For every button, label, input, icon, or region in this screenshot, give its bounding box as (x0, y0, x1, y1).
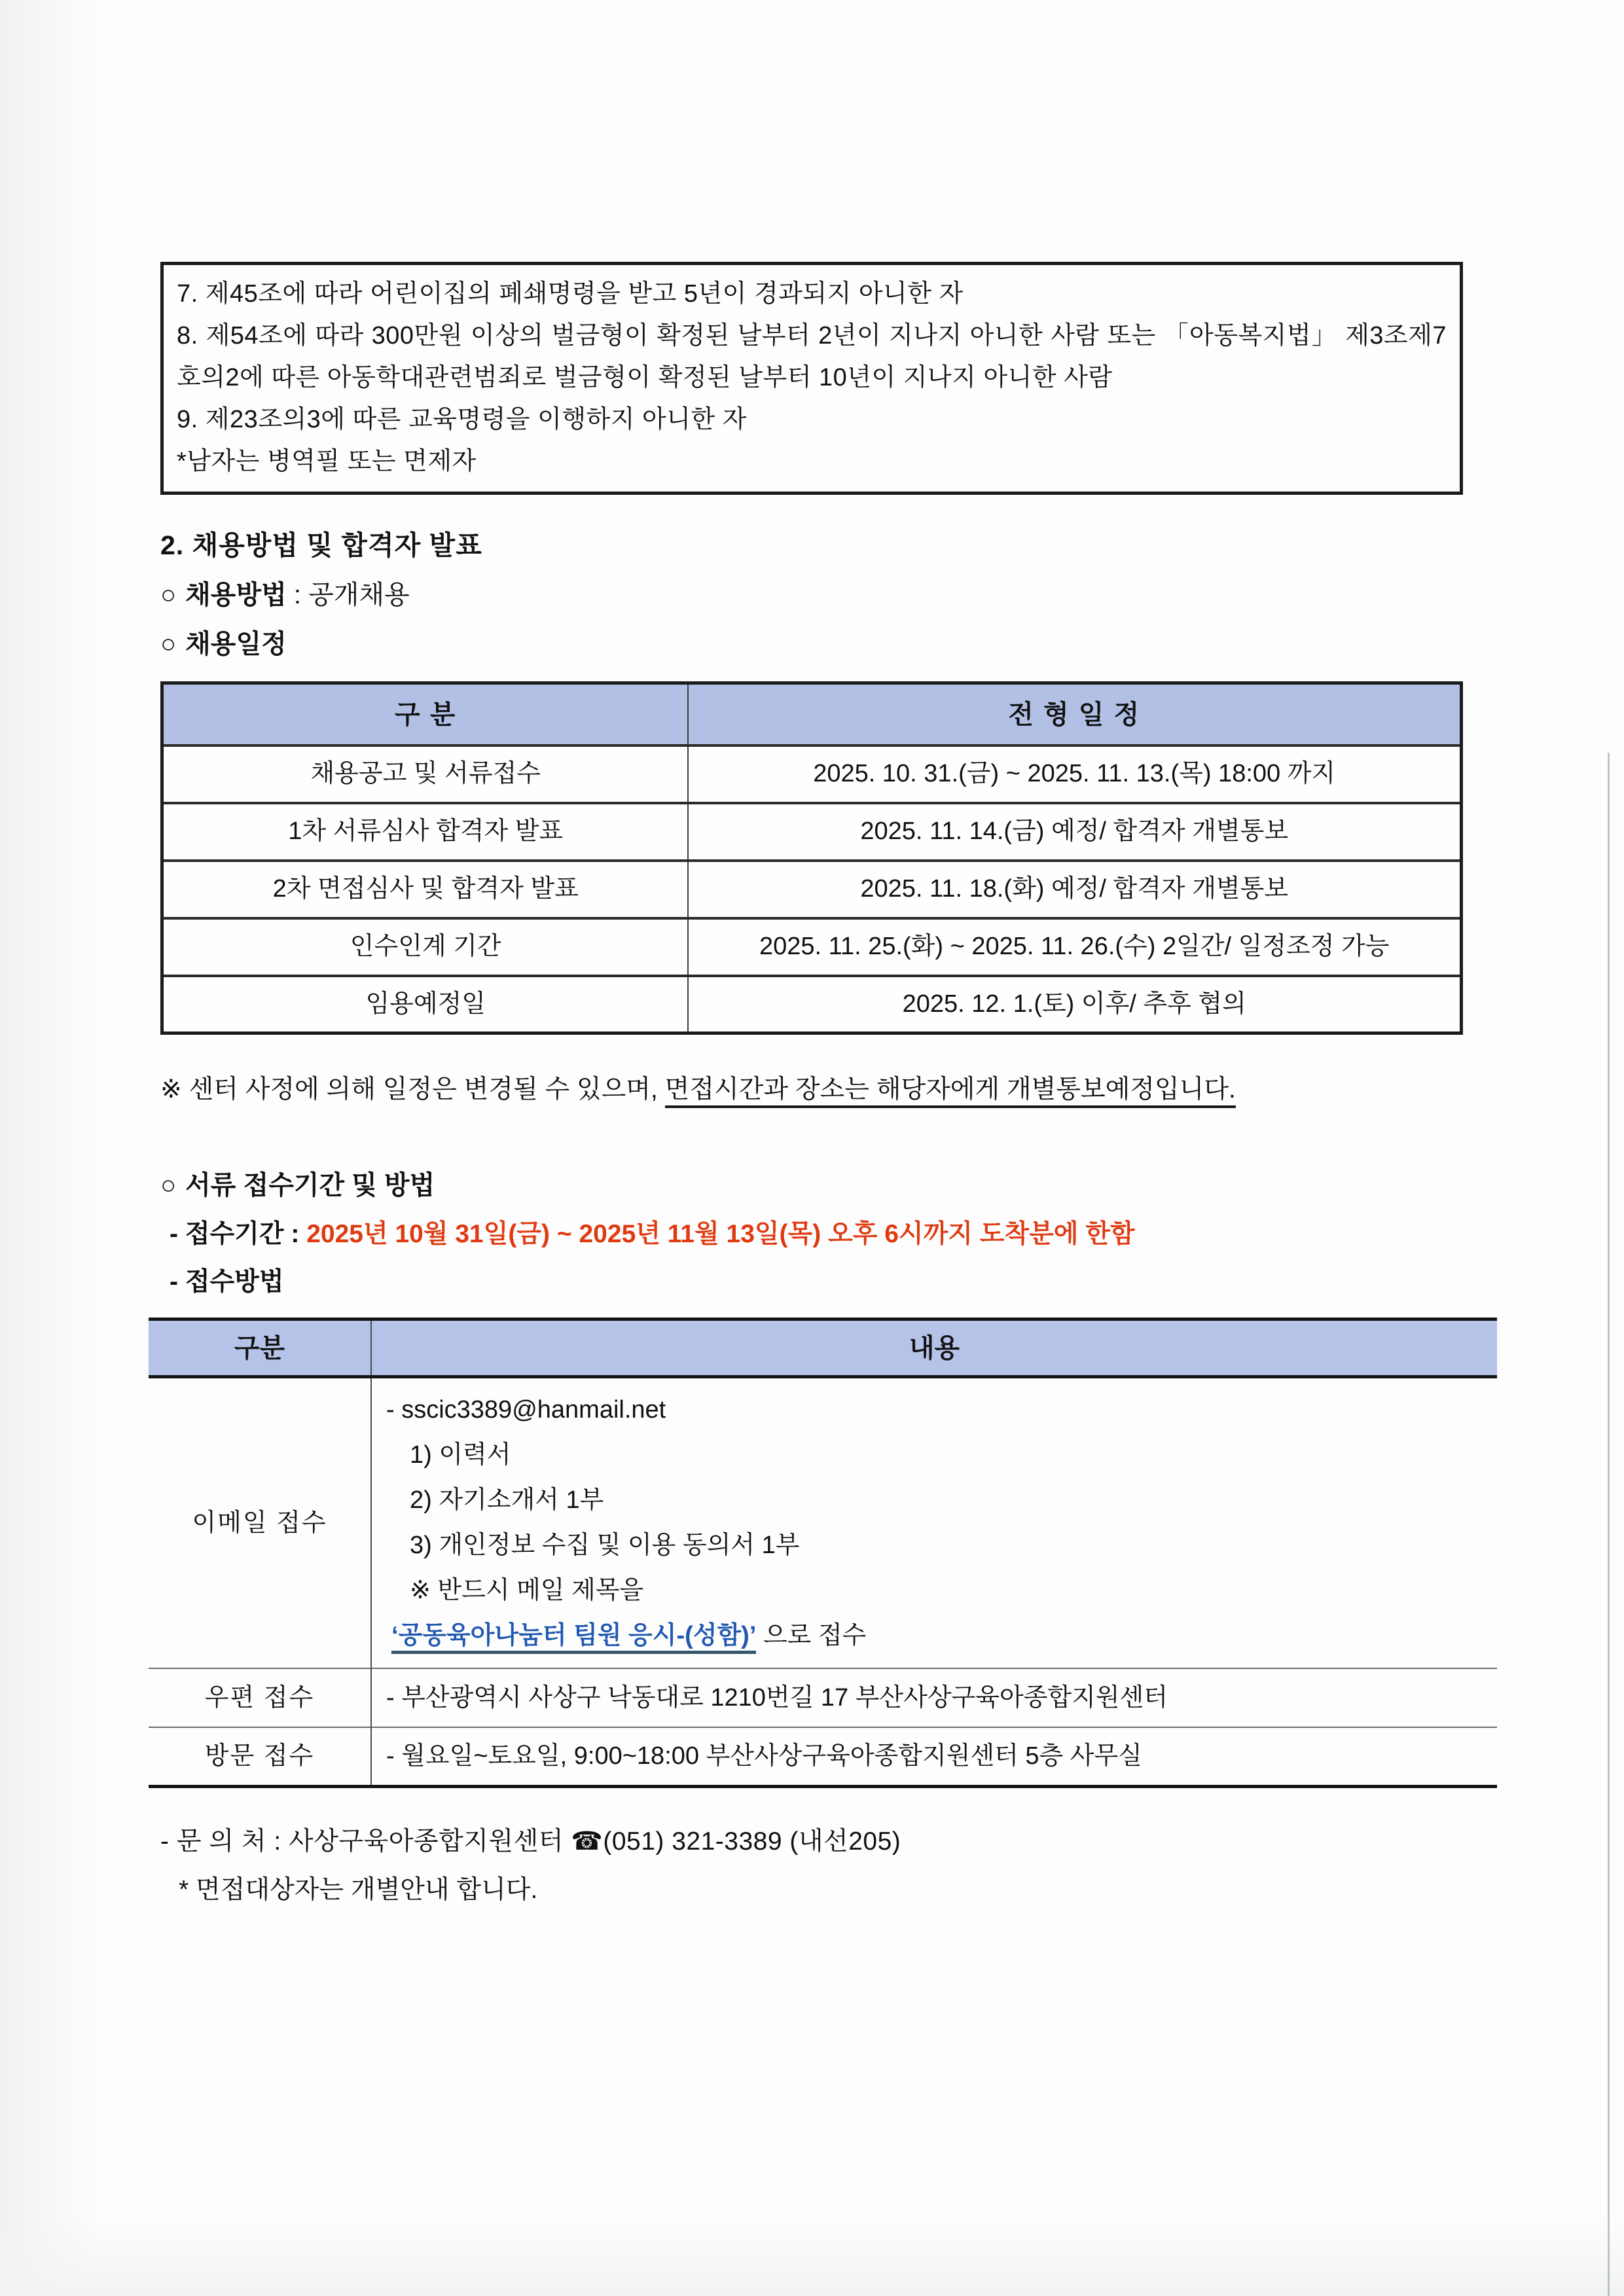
schedule-change-note (160, 1073, 1463, 1107)
schedule-note-prefix: ※ 센터 사정에 의해 일정은 변경될 수 있으며, (160, 1075, 665, 1104)
table-row-visit (149, 1727, 1497, 1786)
schedule-category-cell: 채용공고 및 서류접수 (162, 745, 689, 803)
schedule-date-cell: 2025. 11. 25.(화) ~ 2025. 11. 26.(수) 2일간/ 일정조정 가능 (688, 918, 1461, 976)
notice-line: 8. 제54조에 따라 300만원 이상의 벌금형이 확정된 날부터 2년이 지나지 아니한 사람 또는 「아동복지법」 제3조제7호의2에 따른 아동학대관련범죄로 벌금형이 확정된 날부터 10년이 지나지 아니한 사람 (177, 322, 1447, 391)
notice-line: 9. 제23조의3에 따른 교육명령을 이행하지 아니한 자 (177, 406, 747, 433)
email-subject-line (386, 1613, 1490, 1659)
schedule-table-header-category: 구 분 (162, 683, 689, 745)
table-header-row (149, 1319, 1497, 1377)
schedule-table-header-dates: 전 형 일 정 (688, 683, 1461, 745)
notice-line: *남자는 병역필 또는 면제자 (177, 448, 477, 475)
schedule-category-cell: 임용예정일 (162, 976, 689, 1033)
methods-table-header-content: 내용 (371, 1319, 1497, 1377)
schedule-category-cell: 2차 면접심사 및 합격자 발표 (162, 861, 689, 918)
table-header-row (162, 683, 1462, 745)
interview-notice-line: * 면접대상자는 개별안내 합니다. (179, 1876, 538, 1905)
submission-period-label: - 접수기간 : (170, 1219, 307, 1248)
scan-shadow-left (0, 0, 98, 2296)
email-doc-item: 2) 자기소개서 1부 (410, 1486, 604, 1515)
section-heading-recruitment-method: 2. 채용방법 및 합격자 발표 (160, 530, 482, 560)
recruitment-method-line (160, 577, 1463, 613)
email-address: - sscic3389@hanmail.net (386, 1396, 666, 1424)
schedule-category-cell: 인수인계 기간 (162, 918, 689, 976)
circle-bullet-icon: ○ (160, 1170, 177, 1200)
submission-methods-table (149, 1318, 1497, 1788)
schedule-date-cell: 2025. 11. 18.(화) 예정/ 합격자 개별통보 (688, 861, 1461, 918)
recruitment-schedule-line (160, 626, 1463, 662)
scan-edge-line (1608, 753, 1610, 2296)
table-row (162, 745, 1462, 803)
recruitment-method-value: : 공개채용 (286, 581, 410, 610)
schedule-date-cell: 2025. 12. 1.(토) 이후/ 추후 협의 (688, 976, 1461, 1033)
notice-line: 7. 제45조에 따라 어린이집의 폐쇄명령을 받고 5년이 경과되지 아니한 자 (177, 280, 964, 308)
table-row (162, 861, 1462, 918)
methods-table-header-category: 구분 (149, 1319, 371, 1377)
recruitment-method-label: 채용방법 (185, 581, 287, 610)
schedule-date-cell: 2025. 11. 14.(금) 예정/ 합격자 개별통보 (688, 803, 1461, 861)
method-label-visit: 방문 접수 (149, 1727, 371, 1786)
email-subject-note: ※ 반드시 메일 제목을 (410, 1577, 644, 1605)
table-row-postal (149, 1668, 1497, 1727)
schedule-table (160, 681, 1463, 1035)
table-row (162, 976, 1462, 1033)
schedule-date-cell: 2025. 10. 31.(금) ~ 2025. 11. 13.(목) 18:00 까지 (688, 745, 1461, 803)
scan-shadow-bottom (0, 2217, 1624, 2296)
circle-bullet-icon: ○ (160, 630, 177, 659)
schedule-note-underlined: 면접시간과 장소는 해당자에게 개별통보예정입니다. (665, 1075, 1236, 1108)
method-content-email (371, 1377, 1497, 1669)
disqualification-notice-box (160, 262, 1463, 495)
submission-heading-label: 서류 접수기간 및 방법 (185, 1170, 435, 1200)
table-row (162, 803, 1462, 861)
section-heading-submission (160, 1168, 1463, 1203)
recruitment-schedule-label: 채용일정 (185, 630, 287, 659)
method-label-email: 이메일 접수 (149, 1377, 371, 1669)
submission-method-label: - 접수방법 (170, 1267, 284, 1296)
contact-info-line: - 문 의 처 : 사상구육아종합지원센터 ☎(051) 321-3389 (내선205) (160, 1827, 901, 1856)
email-doc-item: 3) 개인정보 수집 및 이용 동의서 1부 (410, 1532, 800, 1560)
submission-period-line (170, 1217, 1463, 1252)
circle-bullet-icon: ○ (160, 581, 177, 610)
email-doc-item: 1) 이력서 (410, 1441, 511, 1469)
document-content (160, 262, 1463, 1908)
method-content-visit: - 월요일~토요일, 9:00~18:00 부산사상구육아종합지원센터 5층 사무실 (371, 1727, 1497, 1786)
method-label-postal: 우편 접수 (149, 1668, 371, 1727)
schedule-category-cell: 1차 서류심사 합격자 발표 (162, 803, 689, 861)
email-subject-highlight: ‘공동육아나눔터 팀원 응시-(성함)’ (391, 1622, 756, 1654)
table-row (162, 918, 1462, 976)
table-row-email (149, 1377, 1497, 1669)
method-content-postal: - 부산광역시 사상구 낙동대로 1210번길 17 부산사상구육아종합지원센터 (371, 1668, 1497, 1727)
email-subject-suffix: 으로 접수 (756, 1622, 867, 1650)
submission-period-value: 2025년 10월 31일(금) ~ 2025년 11월 13일(목) 오후 6시까지 도착분에 한함 (306, 1219, 1135, 1248)
